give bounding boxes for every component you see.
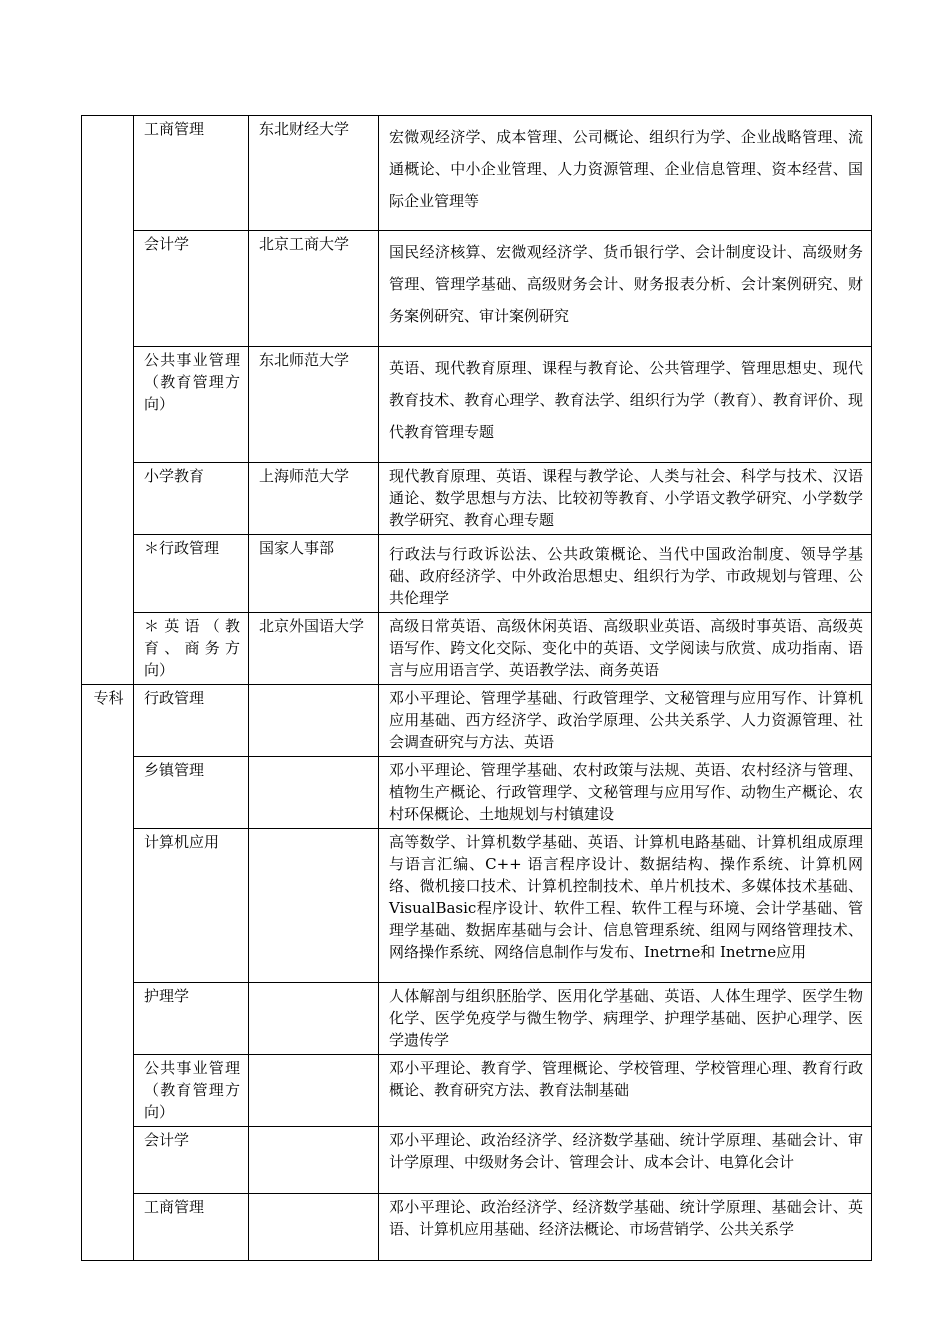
courses-cell: 邓小平理论、管理学基础、行政管理学、文秘管理与应用写作、计算机应用基础、西方经济学、政治学原理、公共关系学、人力资源管理、社会调查研究与方法、英语 [379,685,872,757]
major-cell: 计算机应用 [134,829,249,983]
major-cell: 护理学 [134,983,249,1055]
courses-cell: 高等数学、计算机数学基础、英语、计算机电路基础、计算机组成原理与语言汇编、C++ 语言程序设计、数据结构、操作系统、计算机网络、微机接口技术、计算机控制技术、单片机技术、多媒体技术基础、VisualBasic程序设计、软件工程、软件工程与环境、会计学基础、管理学基础、数据库基础与会计、信息管理系统、组网与网络管理技术、网络操作系统、网络信息制作与发布、Inetrne和 Inetrne应用 [379,829,872,983]
table-row [82,1055,872,1127]
school-cell [249,1055,379,1127]
table-row [82,1194,872,1261]
major-cell: 会计学 [134,231,249,347]
school-cell: 东北财经大学 [249,116,379,231]
major-cell: 行政管理 [134,685,249,757]
table-row [82,347,872,463]
school-cell [249,983,379,1055]
table-row [82,231,872,347]
courses-cell: 高级日常英语、高级休闲英语、高级职业英语、高级时事英语、高级英语写作、跨文化交际、变化中的英语、文学阅读与欣赏、成功指南、语言与应用语言学、英语教学法、商务英语 [379,613,872,685]
school-cell [249,829,379,983]
table-row [82,463,872,535]
courses-cell: 英语、现代教育原理、课程与教育论、公共管理学、管理思想史、现代教育技术、教育心理学、教育法学、组织行为学（教育）、教育评价、现代教育管理专题 [379,347,872,463]
school-cell: 东北师范大学 [249,347,379,463]
table-row [82,535,872,613]
school-cell: 国家人事部 [249,535,379,613]
table-row [82,757,872,829]
school-cell [249,757,379,829]
courses-cell: 邓小平理论、教育学、管理概论、学校管理、学校管理心理、教育行政概论、教育研究方法、教育法制基础 [379,1055,872,1127]
courses-cell: 人体解剖与组织胚胎学、医用化学基础、英语、人体生理学、医学生物化学、医学免疫学与微生物学、病理学、护理学基础、医护心理学、医学遗传学 [379,983,872,1055]
courses-cell: 国民经济核算、宏微观经济学、货币银行学、会计制度设计、高级财务管理、管理学基础、高级财务会计、财务报表分析、会计案例研究、财务案例研究、审计案例研究 [379,231,872,347]
level-cell: 专科 [82,685,134,1261]
school-cell [249,1127,379,1194]
major-cell: 工商管理 [134,1194,249,1261]
major-cell: 公共事业管理（教育管理方向） [134,1055,249,1127]
table-row [82,983,872,1055]
course-table [81,115,872,1261]
school-cell: 上海师范大学 [249,463,379,535]
courses-cell: 邓小平理论、政治经济学、经济数学基础、统计学原理、基础会计、审计学原理、中级财务会计、管理会计、成本会计、电算化会计 [379,1127,872,1194]
school-cell: 北京工商大学 [249,231,379,347]
table-row [82,1127,872,1194]
major-cell: ＊英语（教育、商务方向） [134,613,249,685]
table-row [82,829,872,983]
table-row [82,685,872,757]
major-cell: 会计学 [134,1127,249,1194]
school-cell [249,1194,379,1261]
courses-cell: 邓小平理论、政治经济学、经济数学基础、统计学原理、基础会计、英语、计算机应用基础、经济法概论、市场营销学、公共关系学 [379,1194,872,1261]
level-cell [82,116,134,685]
courses-cell: 邓小平理论、管理学基础、农村政策与法规、英语、农村经济与管理、植物生产概论、行政管理学、文秘管理与应用写作、动物生产概论、农村环保概论、土地规划与村镇建设 [379,757,872,829]
table-row [82,116,872,231]
major-cell: 工商管理 [134,116,249,231]
major-cell: ＊行政管理 [134,535,249,613]
table-row [82,613,872,685]
courses-cell: 现代教育原理、英语、课程与教学论、人类与社会、科学与技术、汉语通论、数学思想与方法、比较初等教育、小学语文教学研究、小学数学教学研究、教育心理专题 [379,463,872,535]
major-cell: 乡镇管理 [134,757,249,829]
courses-cell: 宏微观经济学、成本管理、公司概论、组织行为学、企业战略管理、流通概论、中小企业管理、人力资源管理、企业信息管理、资本经营、国际企业管理等 [379,116,872,231]
school-cell: 北京外国语大学 [249,613,379,685]
school-cell [249,685,379,757]
major-cell: 公共事业管理（教育管理方向） [134,347,249,463]
major-cell: 小学教育 [134,463,249,535]
courses-cell: 行政法与行政诉讼法、公共政策概论、当代中国政治制度、领导学基础、政府经济学、中外政治思想史、组织行为学、市政规划与管理、公共伦理学 [379,535,872,613]
